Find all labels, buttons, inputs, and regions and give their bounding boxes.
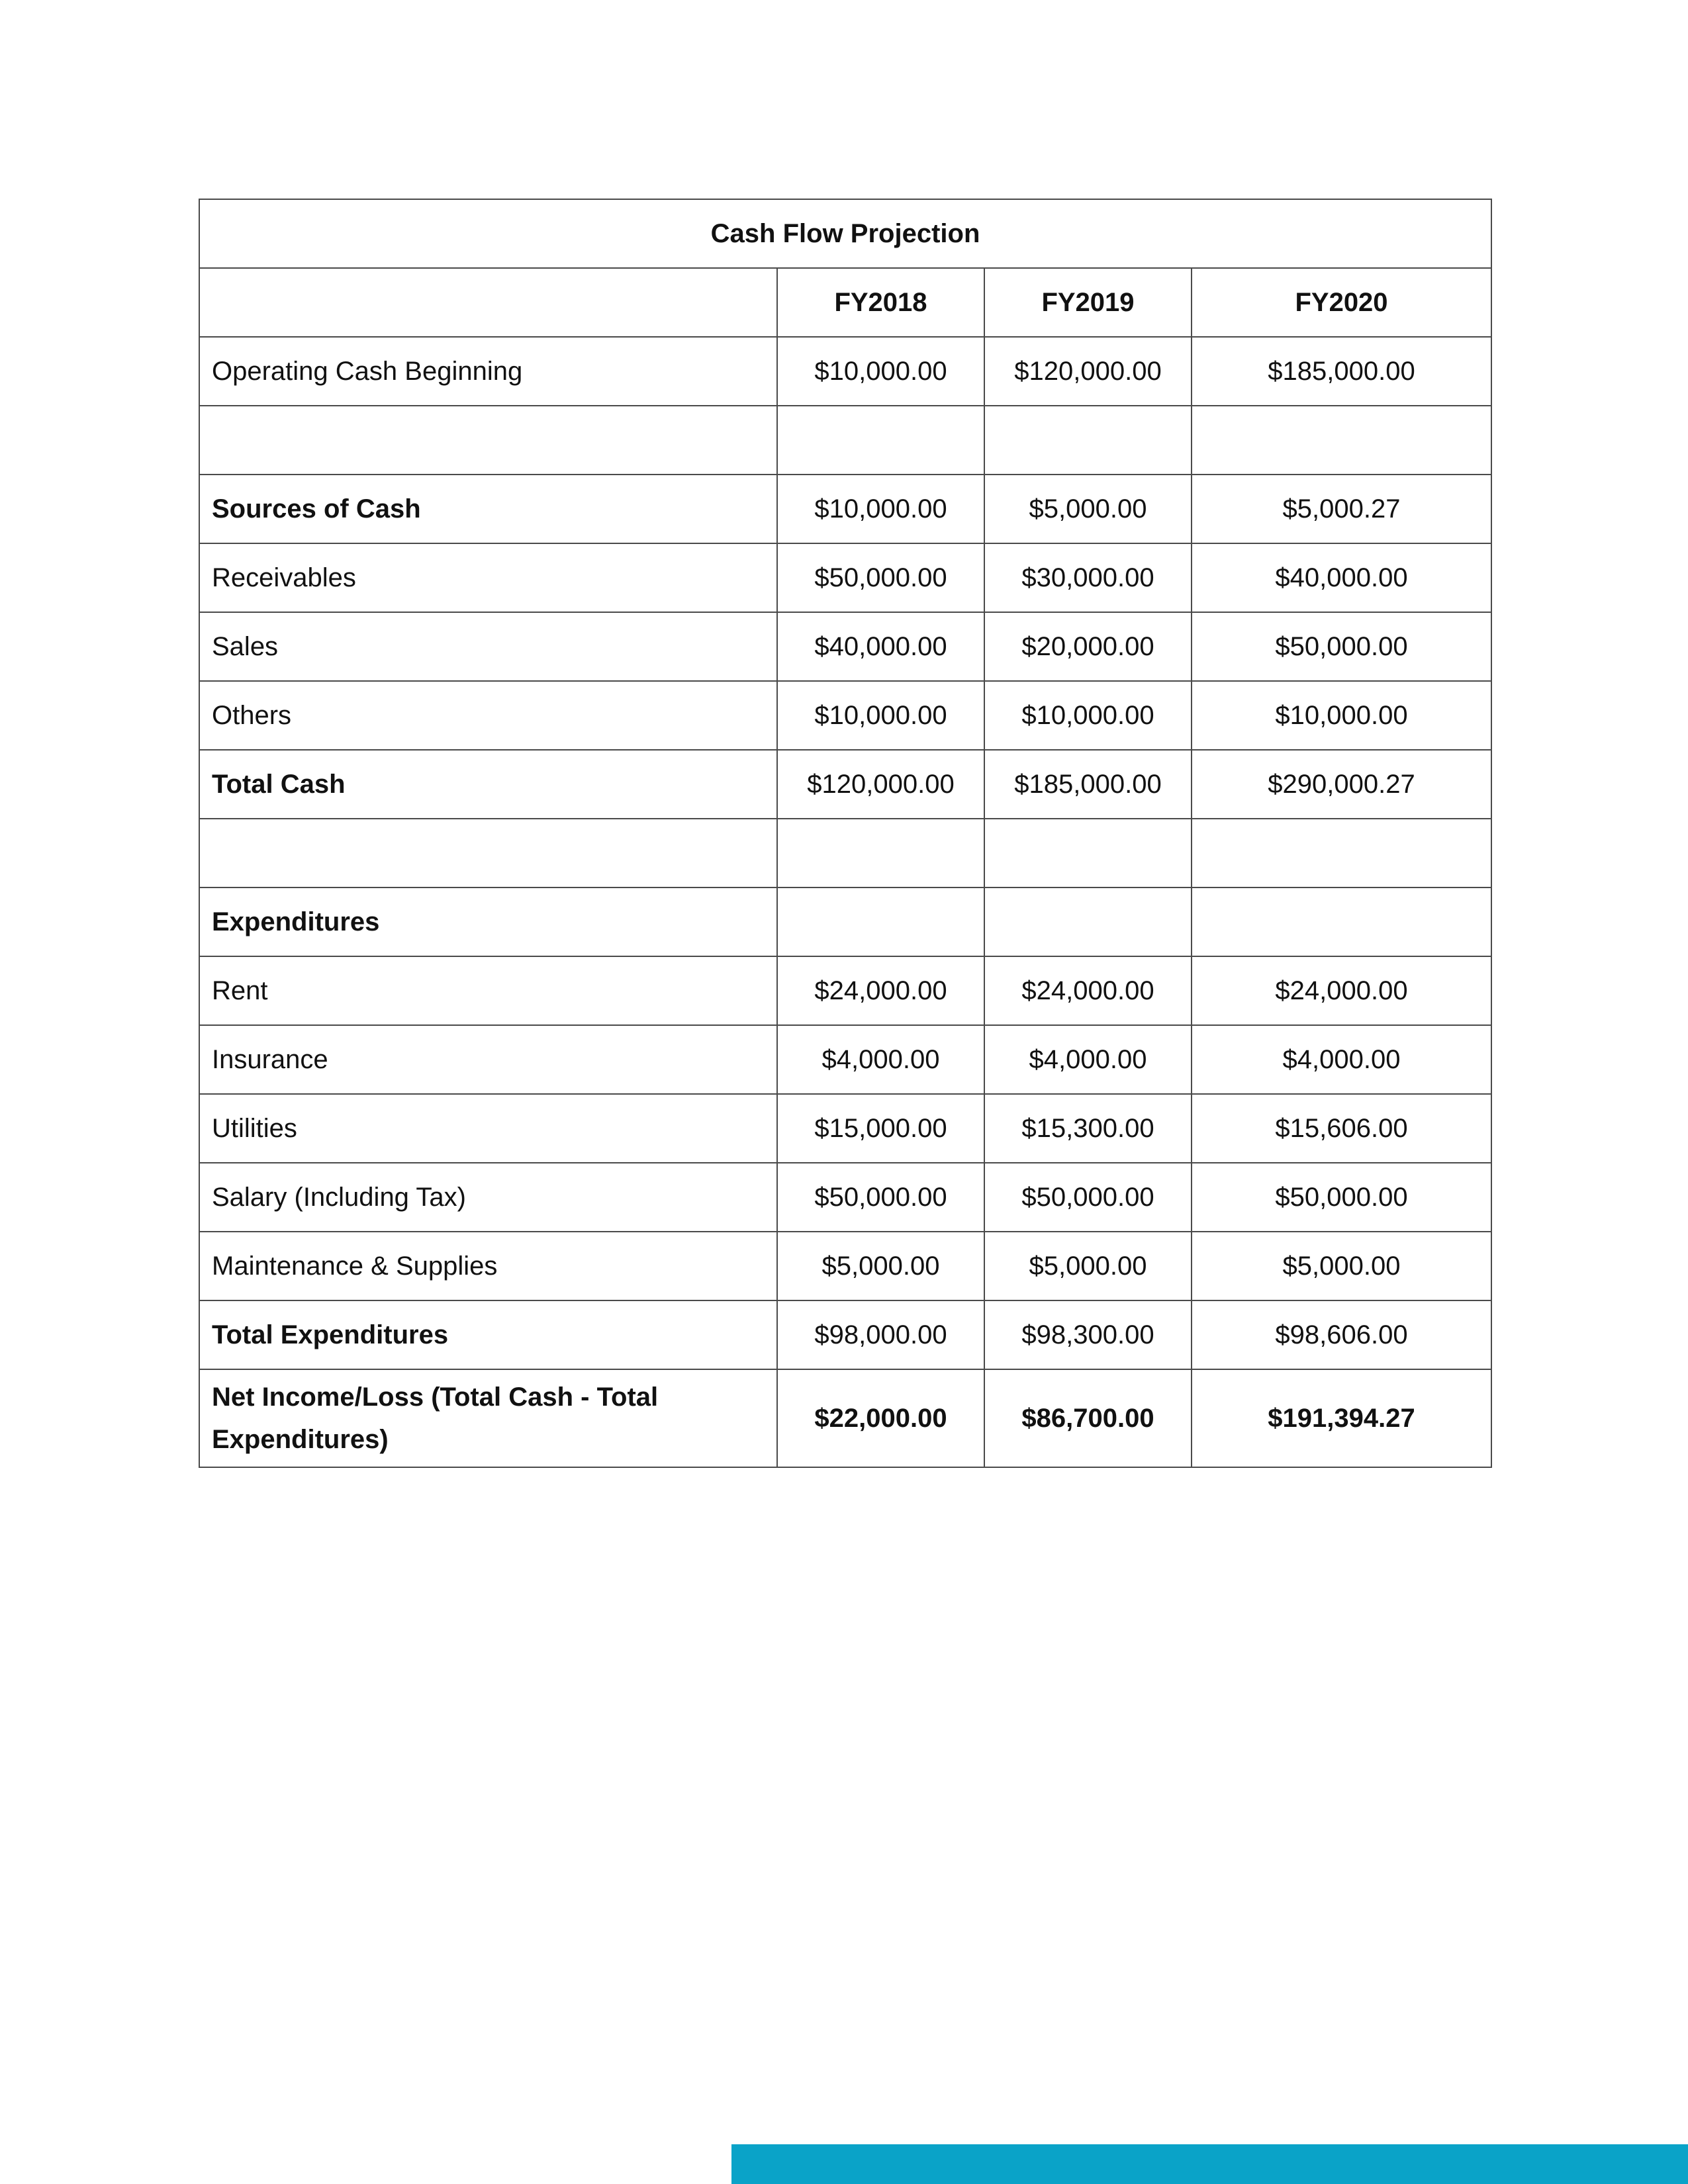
row-value: $185,000.00 [1192,337,1491,406]
row-value: $98,000.00 [777,1300,984,1369]
row-value: $40,000.00 [777,612,984,681]
table-header-row [199,268,1491,337]
row-value: $120,000.00 [984,337,1192,406]
row-value: $40,000.00 [1192,543,1491,612]
row-label: Maintenance & Supplies [199,1232,777,1300]
table-row [199,543,1491,612]
row-value: $4,000.00 [1192,1025,1491,1094]
row-value: $5,000.00 [1192,1232,1491,1300]
row-label: Utilities [199,1094,777,1163]
row-value: $86,700.00 [984,1369,1192,1467]
row-label: Insurance [199,1025,777,1094]
row-value: $10,000.00 [984,681,1192,750]
row-value [777,819,984,887]
row-label [199,819,777,887]
footer-accent-bar [731,2144,1688,2184]
row-value: $15,000.00 [777,1094,984,1163]
row-value [984,887,1192,956]
table-row [199,956,1491,1025]
row-value: $24,000.00 [1192,956,1491,1025]
row-value [777,406,984,475]
row-value: $15,300.00 [984,1094,1192,1163]
row-value: $5,000.00 [984,475,1192,543]
row-value: $5,000.00 [777,1232,984,1300]
row-label [199,406,777,475]
row-label: Sales [199,612,777,681]
row-value: $50,000.00 [777,1163,984,1232]
cash-flow-table [199,199,1492,1468]
row-value: $50,000.00 [984,1163,1192,1232]
row-label: Total Expenditures [199,1300,777,1369]
table-title: Cash Flow Projection [199,199,1491,268]
table-row [199,1094,1491,1163]
row-value: $98,606.00 [1192,1300,1491,1369]
row-value [984,406,1192,475]
table-row [199,337,1491,406]
header-cell-label [199,268,777,337]
row-label: Net Income/Loss (Total Cash - Total Expenditures) [199,1369,777,1467]
table-row-spacer [199,406,1491,475]
row-label: Operating Cash Beginning [199,337,777,406]
row-value: $5,000.27 [1192,475,1491,543]
row-value: $30,000.00 [984,543,1192,612]
row-value: $290,000.27 [1192,750,1491,819]
row-label: Others [199,681,777,750]
table-row [199,1025,1491,1094]
table-row [199,887,1491,956]
row-value: $4,000.00 [984,1025,1192,1094]
row-value: $24,000.00 [777,956,984,1025]
row-label: Salary (Including Tax) [199,1163,777,1232]
table-row-spacer [199,819,1491,887]
table-row [199,475,1491,543]
table-row [199,1163,1491,1232]
row-value: $120,000.00 [777,750,984,819]
row-value: $5,000.00 [984,1232,1192,1300]
row-value: $15,606.00 [1192,1094,1491,1163]
row-value: $50,000.00 [1192,612,1491,681]
row-value [1192,887,1491,956]
row-value [984,819,1192,887]
row-value: $50,000.00 [1192,1163,1491,1232]
row-label: Total Cash [199,750,777,819]
row-label: Sources of Cash [199,475,777,543]
row-value: $50,000.00 [777,543,984,612]
table-row [199,750,1491,819]
table-row [199,681,1491,750]
row-value [1192,819,1491,887]
row-value: $20,000.00 [984,612,1192,681]
row-value: $10,000.00 [777,681,984,750]
table-title-row [199,199,1491,268]
row-label: Expenditures [199,887,777,956]
table-row [199,612,1491,681]
row-value: $98,300.00 [984,1300,1192,1369]
row-value: $22,000.00 [777,1369,984,1467]
header-cell-fy2020: FY2020 [1192,268,1491,337]
row-label: Rent [199,956,777,1025]
header-cell-fy2019: FY2019 [984,268,1192,337]
row-value [777,887,984,956]
row-value: $191,394.27 [1192,1369,1491,1467]
header-cell-fy2018: FY2018 [777,268,984,337]
row-value: $24,000.00 [984,956,1192,1025]
row-value: $10,000.00 [777,337,984,406]
row-value: $10,000.00 [777,475,984,543]
row-value [1192,406,1491,475]
table-row [199,1300,1491,1369]
row-value: $185,000.00 [984,750,1192,819]
table-row [199,1232,1491,1300]
row-label: Receivables [199,543,777,612]
row-value: $4,000.00 [777,1025,984,1094]
table-row-net-income [199,1369,1491,1467]
row-value: $10,000.00 [1192,681,1491,750]
